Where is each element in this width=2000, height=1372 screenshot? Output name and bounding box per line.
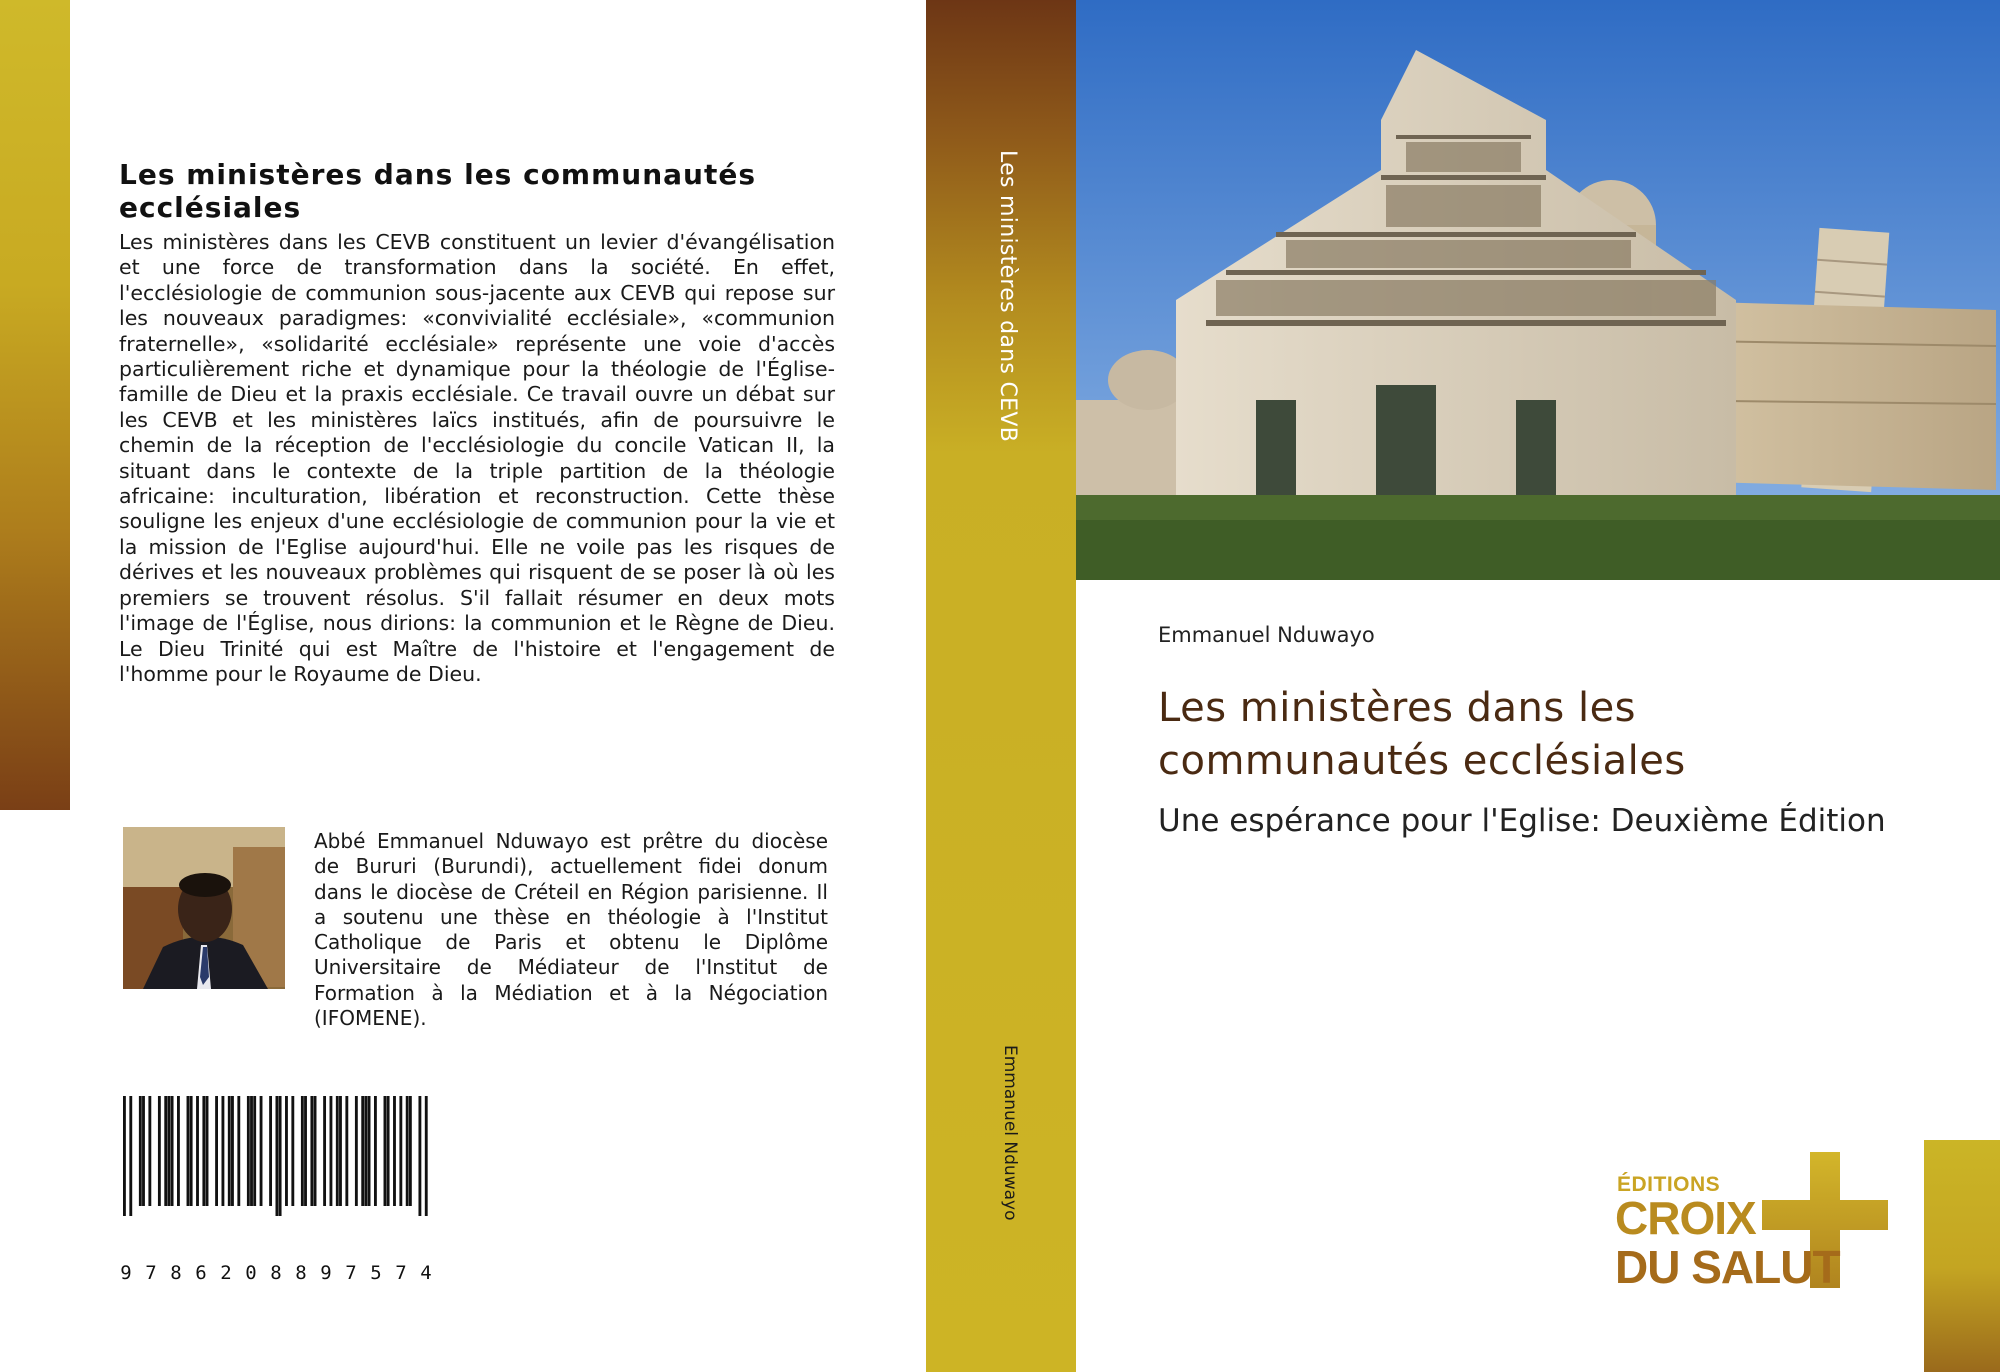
barcode-bar (314, 1096, 317, 1206)
barcode-bar (167, 1096, 170, 1206)
barcode-bar (190, 1096, 193, 1206)
barcode-bar (387, 1096, 390, 1206)
isbn-digit: 9 (120, 1262, 132, 1284)
barcode-bar (285, 1096, 288, 1206)
publisher-line1: ÉDITIONS (1617, 1173, 1721, 1196)
barcode-bar (250, 1096, 253, 1206)
barcode-bar (247, 1096, 250, 1206)
barcode-bar (393, 1096, 396, 1206)
barcode-bar (215, 1096, 218, 1206)
barcode-bar (368, 1096, 371, 1206)
isbn-digit: 6 (195, 1262, 207, 1284)
barcode-bar (269, 1096, 272, 1206)
isbn-digit: 7 (395, 1262, 407, 1284)
barcode-bar (323, 1096, 326, 1206)
author-bio: Abbé Emmanuel Nduwayo est prêtre du diocèse de Bururi (Burundi), actuellement fidei donum dans le diocèse de Créteil en Région parisienne. Il a soutenu une thèse en théologie à l'Institut Catholique de Paris et obtenu le Diplôme Universitaire de Médiateur de l'Institut de Formation à la Médiation et à la Négociation (IFOMENE). (314, 829, 828, 1031)
back-cover-blurb: Les ministères dans les CEVB constituent un levier d'évangélisation et une force de transformation dans la société. En effet, l'ecclésiologie de communion sous-jacente aux CEVB qui repose sur les nouveaux paradigmes: «convivialité ecclésiale», «communion fraternelle», «solidarité ecclésiale» représente une voie d'accès particulièrement riche et dynamique pour la théologie de l'Église-famille de Dieu et la praxis ecclésiale. Ce travail ouvre un débat sur les CEVB et les ministères laïcs institués, afin de poursuivre le chemin de la réception de l'ecclésiologie du concile Vatican II, la situant dans le contexte de la triple partition de la théologie africaine: inculturation, libération et reconstruction. Cette thèse souligne les enjeux d'une ecclésiologie de communion pour la vie et la mission de l'Eglise aujourd'hui. Elle ne voile pas les risques de dérives et les nouveaux problèmes qui risquent de se poser là où les premiers se trouvent résolus. S'il fallait résumer en deux mots l'image de l'Église, nous dirions: la communion et le Règne de Dieu. Le Dieu Trinité qui est Maître de l'histoire et l'engagement de l'homme pour le Royaume de Dieu. (119, 230, 835, 686)
front-cover-color-stripe (1924, 1140, 2000, 1372)
barcode-bar (260, 1096, 263, 1206)
isbn-digit: 8 (170, 1262, 182, 1284)
isbn-digit: 7 (145, 1262, 157, 1284)
barcode-bar (310, 1096, 313, 1206)
isbn-digit: 2 (220, 1262, 232, 1284)
barcode-bar (384, 1096, 387, 1206)
barcode-bar (171, 1096, 174, 1206)
spine-title: Les ministères dans CEVB (995, 150, 1020, 443)
barcode-bar (221, 1096, 224, 1206)
isbn-digit: 9 (320, 1262, 332, 1284)
barcode-bar (364, 1096, 367, 1206)
front-cover-subtitle: Une espérance pour l'Eglise: Deuxième Édition (1158, 803, 1886, 839)
spine-author: Emmanuel Nduwayo (1000, 1045, 1020, 1221)
publisher-line2: CROIX (1615, 1192, 1756, 1244)
barcode-bar (139, 1096, 142, 1206)
publisher-line3: DU SALUT (1615, 1241, 1840, 1293)
barcode-bar (361, 1096, 364, 1206)
barcode-bar (304, 1096, 307, 1206)
barcode-bar (330, 1096, 333, 1206)
barcode-bar (206, 1096, 209, 1206)
isbn-digit: 8 (295, 1262, 307, 1284)
isbn-digit: 7 (345, 1262, 357, 1284)
barcode-bar (336, 1096, 339, 1206)
barcode-bar (406, 1096, 409, 1206)
cover-photo-cathedral (1076, 0, 2000, 580)
barcode-bar (158, 1096, 161, 1206)
barcode-bar (237, 1096, 240, 1206)
barcode-bar (399, 1096, 402, 1206)
author-photo (123, 827, 285, 989)
barcode-bar (148, 1096, 151, 1206)
isbn-barcode (123, 1096, 428, 1216)
barcode-bar (425, 1096, 428, 1216)
barcode-bar (177, 1096, 180, 1206)
isbn-digit: 0 (245, 1262, 257, 1284)
barcode-bar (355, 1096, 358, 1206)
barcode-bar (374, 1096, 377, 1206)
barcode-bar (142, 1096, 145, 1206)
isbn-digit: 4 (420, 1262, 432, 1284)
barcode-bar (129, 1096, 132, 1216)
isbn-digit: 5 (370, 1262, 382, 1284)
front-author-name: Emmanuel Nduwayo (1158, 623, 1375, 647)
back-cover-color-stripe (0, 0, 70, 810)
barcode-bar (418, 1096, 421, 1216)
isbn-digit: 8 (270, 1262, 282, 1284)
front-cover-title: Les ministères dans les communautés ecclésiales (1158, 685, 1686, 784)
barcode-bar (279, 1096, 282, 1216)
barcode-bar (291, 1096, 294, 1206)
barcode-bar (345, 1096, 348, 1206)
barcode-bar (187, 1096, 190, 1206)
barcode-bar (231, 1096, 234, 1206)
isbn-digits (116, 1262, 436, 1284)
barcode-bar (276, 1096, 279, 1216)
barcode-bar (228, 1096, 231, 1206)
barcode-bar (196, 1096, 199, 1206)
barcode-bar (301, 1096, 304, 1206)
barcode-bar (123, 1096, 126, 1216)
barcode-bar (164, 1096, 167, 1206)
barcode-bar (253, 1096, 256, 1206)
back-cover-title: Les ministères dans les communautés ecclésiales (119, 158, 757, 224)
barcode-bar (202, 1096, 205, 1206)
barcode-bar (339, 1096, 342, 1206)
barcode-bar (409, 1096, 412, 1206)
